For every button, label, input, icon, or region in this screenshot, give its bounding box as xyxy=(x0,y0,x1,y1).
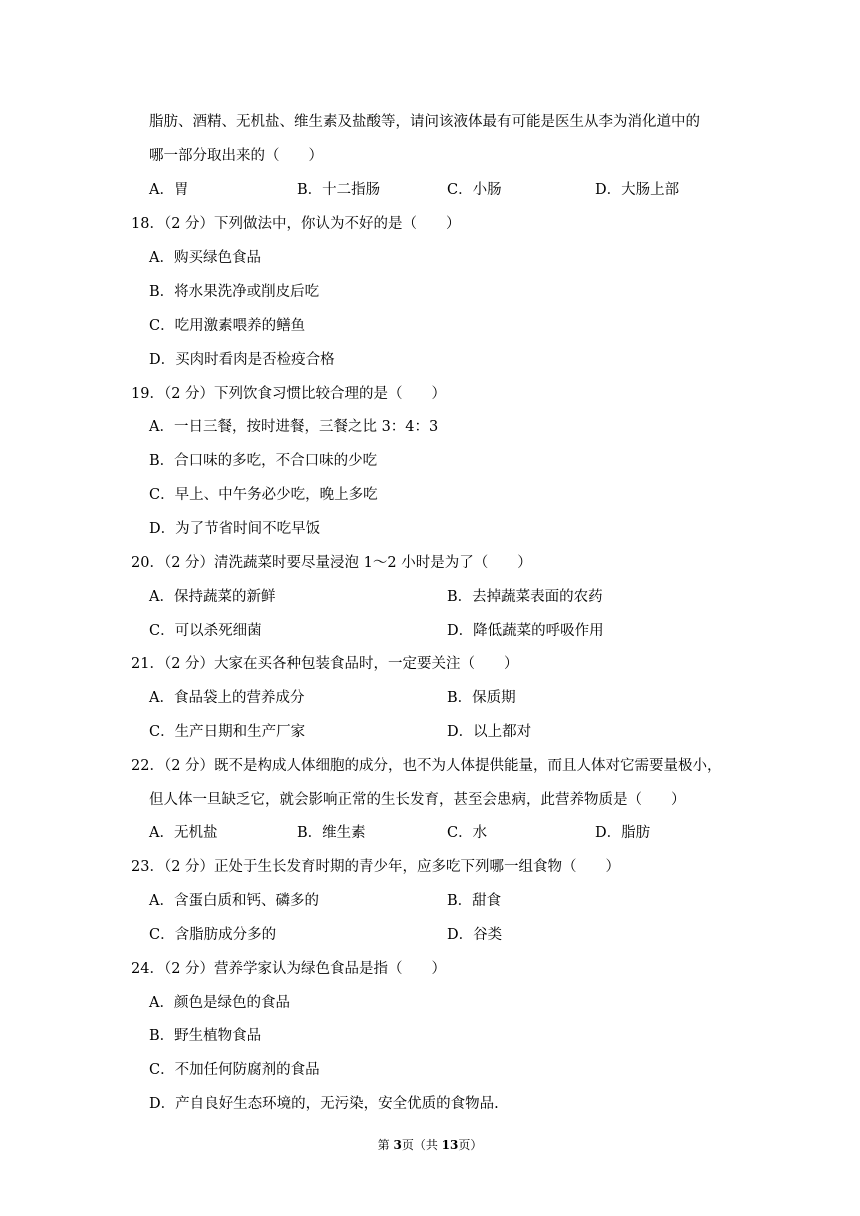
q20-option-a: A．保持蔬菜的新鲜 xyxy=(149,589,276,605)
q24-option-d: D．产自良好生态环境的，无污染，安全优质的食物品. xyxy=(149,1096,499,1112)
q19-option-a: A．一日三餐，按时进餐，三餐之比 3：4：3 xyxy=(149,419,439,435)
q19-stem: 19．（2 分）下列饮食习惯比较合理的是（ ） xyxy=(131,386,447,402)
q24-option-c: C．不加任何防腐剂的食品 xyxy=(149,1062,320,1078)
footer-suffix: 页） xyxy=(458,1138,483,1152)
q22-option-d: D．脂肪 xyxy=(595,825,651,841)
q18-stem: 18．（2 分）下列做法中，你认为不好的是（ ） xyxy=(131,216,461,232)
q23-stem: 23．（2 分）正处于生长发育时期的青少年，应多吃下列哪一组食物（ ） xyxy=(131,859,621,875)
q23-option-d: D．谷类 xyxy=(447,927,503,943)
q22-stem-cont: 但人体一旦缺乏它，就会影响正常的生长发育，甚至会患病，此营养物质是（ ） xyxy=(149,792,686,808)
q18-option-c: C．吃用激素喂养的鳝鱼 xyxy=(149,318,306,334)
q24-stem: 24．（2 分）营养学家认为绿色食品是指（ ） xyxy=(131,961,447,977)
q24-option-b: B．野生植物食品 xyxy=(149,1028,262,1044)
page-footer xyxy=(0,1137,860,1153)
q17-option-c: C．小肠 xyxy=(447,182,502,198)
q19-option-b: B．合口味的多吃，不合口味的少吃 xyxy=(149,453,378,469)
q20-option-d: D．降低蔬菜的呼吸作用 xyxy=(447,623,604,639)
q21-stem: 21．（2 分）大家在买各种包装食品时，一定要关注（ ） xyxy=(131,656,519,672)
q17-option-b: B．十二指肠 xyxy=(297,182,381,198)
q18-option-a: A．购买绿色食品 xyxy=(149,250,261,266)
footer-middle: 页（共 xyxy=(401,1138,442,1152)
q17-stem-cont-1: 脂肪、酒精、无机盐、维生素及盐酸等，请问该液体最有可能是医生从李为消化道中的 xyxy=(149,114,700,130)
q19-option-d: D．为了节省时间不吃早饭 xyxy=(149,521,321,537)
current-page-number: 3 xyxy=(393,1138,402,1152)
q22-option-a: A．无机盐 xyxy=(149,825,218,841)
q21-option-c: C．生产日期和生产厂家 xyxy=(149,724,306,740)
q17-option-a: A．胃 xyxy=(149,182,189,198)
q22-option-b: B．维生素 xyxy=(297,825,366,841)
q21-option-d: D．以上都对 xyxy=(447,724,532,740)
q22-option-c: C．水 xyxy=(447,825,488,841)
q23-option-b: B．甜食 xyxy=(447,893,502,909)
q20-stem: 20．（2 分）清洗蔬菜时要尽量浸泡 1～2 小时是为了（ ） xyxy=(131,555,532,571)
total-page-count: 13 xyxy=(441,1138,459,1152)
q23-option-a: A．含蛋白质和钙、磷多的 xyxy=(149,893,319,909)
q17-option-d: D．大肠上部 xyxy=(595,182,680,198)
q19-option-c: C．早上、中午务必少吃，晚上多吃 xyxy=(149,487,378,503)
q17-stem-cont-2: 哪一部分取出来的（ ） xyxy=(149,148,323,164)
footer-prefix: 第 xyxy=(377,1138,394,1152)
q21-option-a: A．食品袋上的营养成分 xyxy=(149,690,305,706)
q18-option-d: D．买肉时看肉是否检疫合格 xyxy=(149,352,335,368)
q20-option-c: C．可以杀死细菌 xyxy=(149,623,262,639)
q21-option-b: B．保质期 xyxy=(447,690,516,706)
q23-option-c: C．含脂肪成分多的 xyxy=(149,927,277,943)
q22-stem: 22．（2 分）既不是构成人体细胞的成分，也不为人体提供能量，而且人体对它需要量极小， xyxy=(131,758,722,774)
q18-option-b: B．将水果洗净或削皮后吃 xyxy=(149,284,320,300)
q24-option-a: A．颜色是绿色的食品 xyxy=(149,995,290,1011)
q20-option-b: B．去掉蔬菜表面的农药 xyxy=(447,589,603,605)
